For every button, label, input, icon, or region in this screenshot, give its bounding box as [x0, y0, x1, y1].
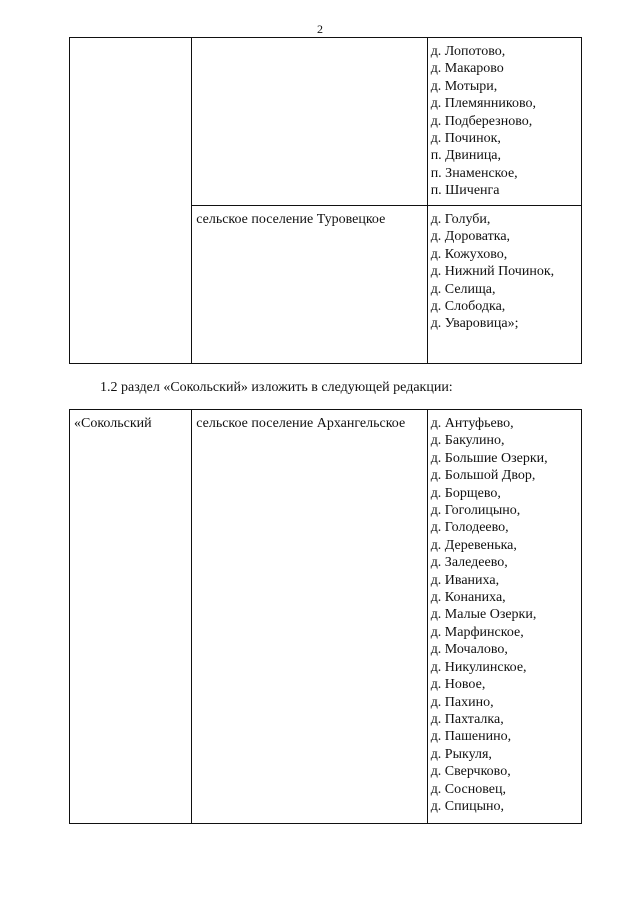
village-item: д. Антуфьево,	[430, 416, 514, 431]
village-item: п. Знаменское,	[430, 165, 518, 181]
settlement-cell	[192, 38, 427, 206]
settlement-name	[192, 38, 426, 43]
village-item: д. Макарово	[430, 61, 504, 77]
village-list	[428, 38, 581, 200]
village-item: д. Уваровица»;	[430, 316, 519, 332]
village-item: д. Мотыри,	[430, 78, 498, 94]
village-item: д. Бакулино,	[430, 433, 505, 449]
village-item: д. Лопотово,	[430, 44, 506, 59]
village-item: п. Шиченга	[430, 183, 500, 199]
village-item: д. Подберезново,	[430, 113, 533, 129]
village-item: д. Мочалово,	[430, 642, 508, 658]
village-item: д. Никулинское,	[430, 659, 527, 675]
village-item: д. Сверчково,	[430, 764, 511, 780]
village-item: д. Племянниково,	[430, 96, 537, 112]
district-name	[70, 38, 191, 43]
village-item: д. Новое,	[430, 677, 486, 693]
settlements-table-continued	[69, 37, 582, 364]
village-item: д. Деревенька,	[430, 537, 517, 553]
village-item: п. Двиница,	[430, 148, 502, 164]
district-cell	[70, 410, 192, 824]
village-item: д. Рыкуля,	[430, 746, 492, 762]
village-item: д. Марфинское,	[430, 624, 524, 640]
village-item: д. Конаниха,	[430, 590, 506, 606]
amendment-paragraph: 1.2 раздел «Сокольский» изложить в следующей редакции:	[100, 380, 453, 395]
village-item: д. Голодеево,	[430, 520, 509, 536]
village-item: д. Большой Двор,	[430, 468, 536, 484]
village-item: д. Пахино,	[430, 694, 494, 710]
settlement-cell	[192, 410, 427, 824]
village-item: д. Кожухово,	[430, 246, 508, 262]
village-item: д. Малые Озерки,	[430, 607, 537, 623]
village-item: д. Сосновец,	[430, 781, 506, 797]
village-item: д. Спицыно,	[430, 798, 505, 814]
village-item: д. Пашенино,	[430, 729, 512, 745]
village-item: д. Большие Озерки,	[430, 450, 548, 466]
settlement-name: сельское поселение Архангельское	[196, 416, 406, 431]
village-list	[428, 206, 581, 333]
page-number: 2	[317, 22, 323, 36]
district-name: «Сокольский	[74, 416, 152, 431]
settlement-name: сельское поселение Туровецкое	[196, 212, 386, 227]
village-item: д. Нижний Починок,	[430, 264, 555, 280]
table-row	[70, 410, 582, 824]
villages-cell	[427, 410, 581, 824]
village-list	[428, 410, 581, 815]
village-item: д. Борщево,	[430, 485, 501, 501]
villages-cell	[427, 38, 581, 206]
village-item: д. Пахталка,	[430, 711, 504, 727]
settlement-cell	[192, 206, 427, 364]
village-item: д. Слободка,	[430, 299, 506, 315]
sokolsky-settlements-table	[69, 409, 582, 824]
village-item: д. Голуби,	[430, 212, 491, 227]
table-row	[70, 38, 582, 206]
village-item: д. Дороватка,	[430, 229, 511, 245]
villages-cell	[427, 206, 581, 364]
village-item: д. Заледеево,	[430, 555, 508, 571]
village-item: д. Селища,	[430, 281, 496, 297]
district-cell	[70, 38, 192, 364]
village-item: д. Иваниха,	[430, 572, 500, 588]
village-item: д. Починок,	[430, 131, 501, 147]
village-item: д. Гоголицыно,	[430, 503, 521, 519]
